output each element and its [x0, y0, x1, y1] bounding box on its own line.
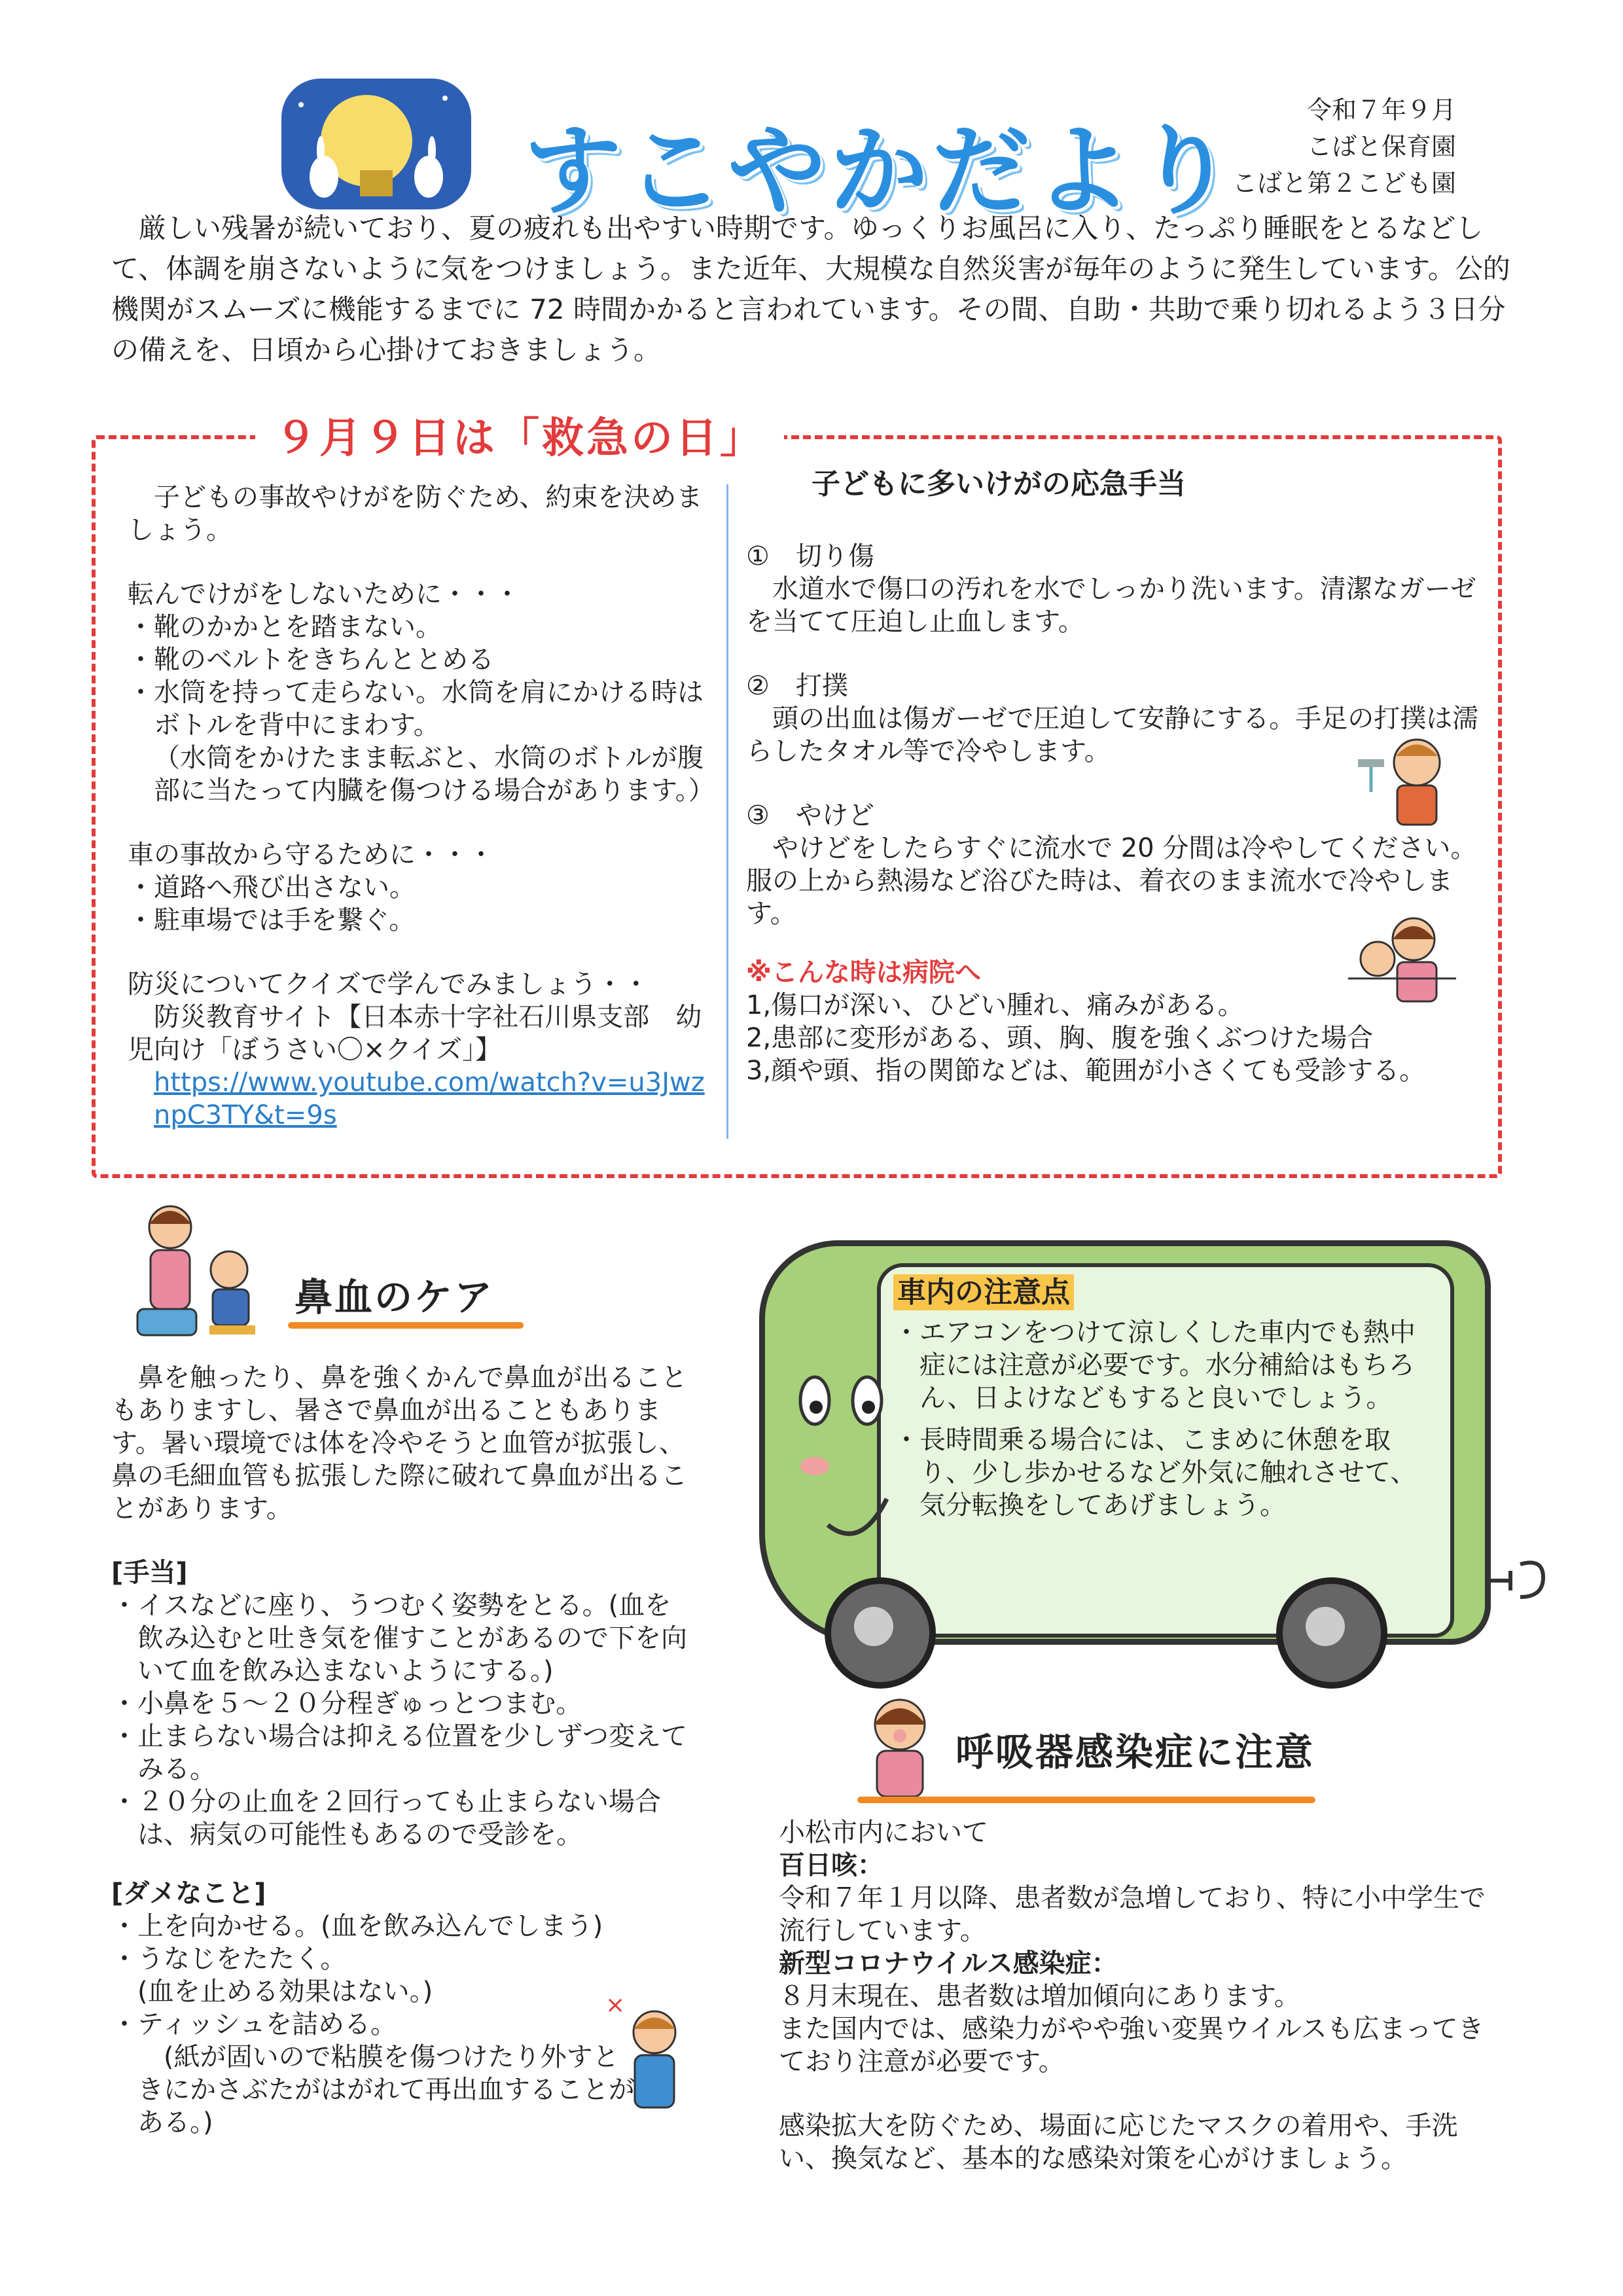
- emergency-lead: 子どもの事故やけがを防ぐため、約束を決めましょう。: [128, 482, 703, 545]
- car-note-item: ・長時間乗る場合には、こまめに休憩を取り、少し歩かせるなど外気に触れさせて、気分転換をしてあげましょう。: [893, 1425, 1417, 1520]
- car-notes-heading: 車内の注意点: [893, 1276, 1430, 1310]
- care-item: ・２０分の止血を２回行っても止まらない場合は、病気の可能性もあるので受診を。: [111, 1787, 661, 1850]
- emergency-day-title: ９月９日は「救急の日」: [255, 404, 784, 465]
- moon-rabbit-illustration: [281, 79, 471, 209]
- dont-item: ・うなじをたたく。: [111, 1944, 347, 1974]
- car-rear-wheel: [1276, 1577, 1387, 1689]
- hospital-item: 3,顔や頭、指の関節などは、範囲が小さくても受診する。: [746, 1056, 1426, 1086]
- respiratory-title: 呼吸器感染症に注意: [955, 1730, 1315, 1774]
- care-item: ・止まらない場合は抑える位置を少しずつ変えてみる。: [111, 1721, 687, 1784]
- boy-looking-up-illustration: [602, 1990, 694, 2121]
- respiratory-closing: 感染拡大を防ぐため、場面に応じたマスクの着用や、手洗い、換気など、基本的な感染対策を心がけましょう。: [779, 2111, 1458, 2174]
- exhaust-puff-icon: [1484, 1551, 1563, 1610]
- car-safety-heading: 車の事故から守るために・・・: [128, 840, 494, 870]
- nosebleed-intro: 鼻を触ったり、鼻を強くかんで鼻血が出ることもありますし、暑さで鼻血が出ることもあります。暑い環境では体を冷やそうと血管が拡張し、鼻の毛細血管も拡張した際に破れて鼻血が出ることがあります。: [111, 1363, 687, 1524]
- fall-item: ・靴のベルトをきちんととめる: [128, 645, 494, 675]
- mother-child-illustration: [1342, 913, 1459, 1011]
- newsletter-title: すこやかだより: [524, 115, 1239, 228]
- quiz-text: 防災教育サイト【日本赤十字社石川県支部 幼児向け「ぼうさい〇×クイズ」】: [128, 1002, 702, 1065]
- quiz-heading: 防災についてクイズで学んでみましょう・・: [128, 969, 649, 999]
- column-divider: [726, 484, 728, 1139]
- fall-heading: 転んでけがをしないために・・・: [128, 579, 520, 609]
- child-washing-illustration: [1351, 733, 1456, 831]
- coughing-girl-illustration: [854, 1689, 946, 1803]
- care-heading: [手当]: [111, 1558, 188, 1588]
- svg-text:×: ×: [605, 1992, 626, 2018]
- covid-text: ８月末現在、患者数は増加傾向にあります。: [779, 1981, 1300, 2011]
- fall-item-note: （水筒をかけたまま転ぶと、水筒のボトルが腹部に当たって内臓を傷つける場合があります。）: [154, 743, 715, 806]
- care-item: ・小鼻を５～２０分程ぎゅっとつまむ。: [111, 1689, 582, 1719]
- intro-paragraph: 厳しい残暑が続いており、夏の疲れも出やすい時期です。ゆっくりお風呂に入り、たっぷり睡眠をとるなどして、体調を崩さないように気をつけましょう。また近年、大規模な自然災害が毎年のように発生しています。公的機関がスムーズに機能するまでに 72 時間かかると言われています。その間、自助・共助で乗り切れるよう３日分の備えを、日頃から心掛けておきましょう。: [111, 212, 1510, 366]
- burn-heading: ③ やけど: [746, 800, 874, 831]
- fall-item: ・靴のかかとを踏まない。: [128, 612, 442, 642]
- dont-item: (紙が固いので粘膜を傷つけたり外すときにかさぶたがはがれて再出血することがある。): [137, 2042, 635, 2138]
- car-face: [769, 1342, 900, 1590]
- covid-text: また国内では、感染力がやや強い変異ウイルスも広まってきており注意が必要です。: [779, 2014, 1484, 2077]
- bruise-heading: ② 打撲: [746, 671, 848, 701]
- emergency-left-column: [128, 481, 715, 1132]
- issue-date: 令和７年９月: [1306, 96, 1456, 124]
- covid-heading: 新型コロナウイルス感染症：: [779, 1948, 1118, 1979]
- car-safety-item: ・道路へ飛び出さない。: [128, 872, 416, 903]
- nosebleed-title: 鼻血のケア: [294, 1275, 495, 1319]
- hospital-item: 1,傷口が深い、ひどい腫れ、痛みがある。: [746, 990, 1244, 1020]
- burn-text: やけどをしたらすぐに流水で 20 分間は冷やしてください。服の上から熱湯など浴びた時は、着衣のまま流水で冷やします。: [746, 833, 1477, 929]
- header-meta: [1232, 92, 1456, 202]
- dont-item: ・ティッシュを詰める。: [111, 2009, 397, 2039]
- dont-item: ・上を向かせる。(血を飲み込んでしまう): [111, 1911, 603, 1941]
- hospital-item: 2,患部に変形がある、頭、胸、腹を強くぶつけた場合: [746, 1023, 1374, 1053]
- respiratory-body: [779, 1816, 1499, 2175]
- respiratory-place: 小松市内において: [779, 1818, 988, 1848]
- bruise-text: 頭の出血は傷ガーゼで圧迫して安静にする。手足の打撲は濡らしたタオル等で冷やします。: [746, 704, 1479, 766]
- fall-item: ・水筒を持って走らない。水筒を肩にかける時はボトルを背中にまわす。: [128, 677, 704, 740]
- pertussis-heading: 百日咳：: [779, 1850, 883, 1880]
- org-name-1: こばと保育園: [1306, 132, 1456, 161]
- care-item: ・イスなどに座り、うつむく姿勢をとる。(血を飲み込むと吐き気を催すことがあるので下を向いて血を飲み込まないようにする。): [111, 1590, 687, 1686]
- pertussis-text: 令和７年１月以降、患者数が急増しており、特に小中学生で流行しています。: [779, 1883, 1486, 1946]
- car-note-item: ・エアコンをつけて涼しくした車内でも熱中症には注意が必要です。水分補給はもちろん、日よけなどもすると良いでしょう。: [893, 1318, 1416, 1413]
- nosebleed-care-illustration: [111, 1194, 275, 1358]
- cut-heading: ① 切り傷: [746, 541, 874, 571]
- car-front-wheel: [825, 1577, 936, 1689]
- dont-item: (血を止める効果はない。): [111, 1977, 433, 2007]
- quiz-link[interactable]: https://www.youtube.com/watch?v=u3JwznpC3TY&t=9s: [154, 1067, 705, 1130]
- dont-heading: [ダメなこと]: [111, 1878, 266, 1909]
- org-name-2: こばと第２こども園: [1232, 169, 1456, 198]
- car-safety-item: ・駐車場では手を繋ぐ。: [128, 905, 416, 935]
- car-notes: [893, 1276, 1430, 1522]
- first-aid-heading: 子どもに多いけがの応急手当: [812, 467, 1186, 501]
- nosebleed-title-swash: [288, 1322, 524, 1329]
- hospital-heading: ※こんな時は病院へ: [746, 958, 981, 988]
- cut-text: 水道水で傷口の汚れを水でしっかり洗います。清潔なガーゼを当てて圧迫し止血します。: [746, 574, 1476, 637]
- respiratory-title-swash: [857, 1797, 1315, 1803]
